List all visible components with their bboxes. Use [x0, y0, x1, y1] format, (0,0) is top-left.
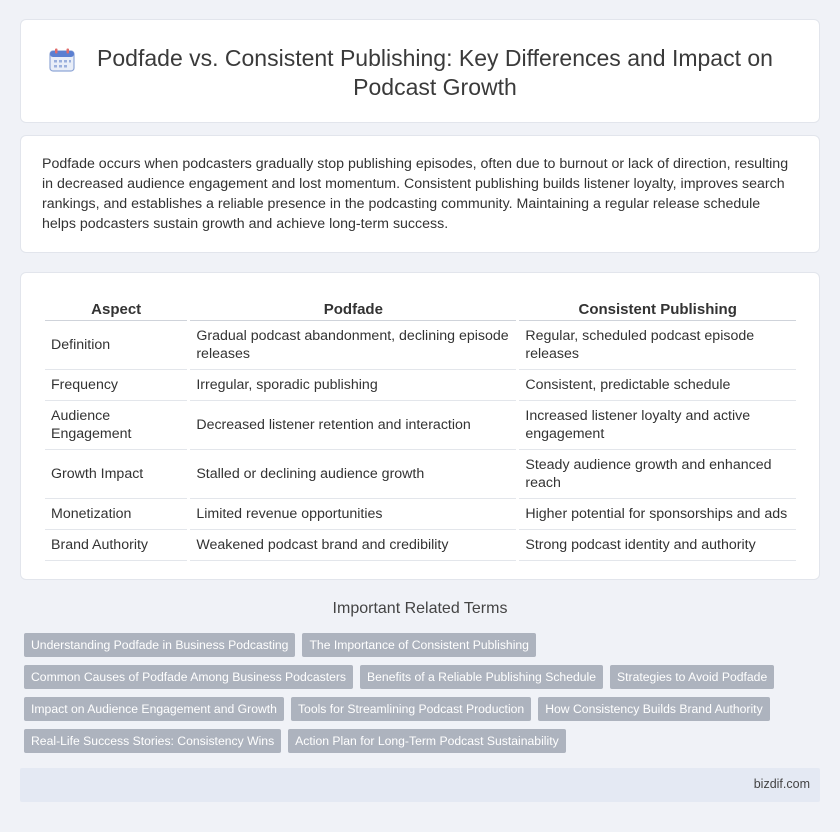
related-term-tag[interactable]: The Importance of Consistent Publishing — [302, 633, 536, 657]
table-row — [45, 401, 796, 450]
related-term-tag[interactable]: Action Plan for Long-Term Podcast Sustainability — [288, 729, 566, 753]
cell-aspect: Audience Engagement — [45, 401, 187, 450]
related-term-tag[interactable]: Tools for Streamlining Podcast Production — [291, 697, 531, 721]
footer — [20, 768, 820, 802]
cell-aspect: Definition — [45, 321, 187, 370]
related-term-tag[interactable]: Common Causes of Podfade Among Business Podcasters — [24, 665, 353, 689]
cell-aspect: Monetization — [45, 499, 187, 530]
cell-podfade: Limited revenue opportunities — [190, 499, 516, 530]
cell-consistent: Regular, scheduled podcast episode releases — [519, 321, 796, 370]
table-row — [45, 499, 796, 530]
header-podfade: Podfade — [190, 295, 516, 321]
cell-podfade: Gradual podcast abandonment, declining episode releases — [190, 321, 516, 370]
cell-aspect: Growth Impact — [45, 450, 187, 499]
header-aspect: Aspect — [45, 295, 187, 321]
related-term-tag[interactable]: Impact on Audience Engagement and Growth — [24, 697, 284, 721]
related-term-tag[interactable]: Strategies to Avoid Podfade — [610, 665, 774, 689]
cell-consistent: Steady audience growth and enhanced reach — [519, 450, 796, 499]
related-terms-list — [24, 633, 814, 753]
related-term-tag[interactable]: Understanding Podfade in Business Podcasting — [24, 633, 295, 657]
intro-card — [20, 135, 820, 253]
table-header-row — [45, 295, 796, 321]
header-consistent: Consistent Publishing — [519, 295, 796, 321]
cell-consistent: Higher potential for sponsorships and ads — [519, 499, 796, 530]
cell-aspect: Frequency — [45, 370, 187, 401]
cell-consistent: Consistent, predictable schedule — [519, 370, 796, 401]
cell-podfade: Stalled or declining audience growth — [190, 450, 516, 499]
comparison-table — [42, 295, 799, 561]
cell-consistent: Strong podcast identity and authority — [519, 530, 796, 561]
table-row — [45, 370, 796, 401]
cell-aspect: Brand Authority — [45, 530, 187, 561]
table-row — [45, 450, 796, 499]
page-title: Podfade vs. Consistent Publishing: Key Differences and Impact on Podcast Growth — [97, 45, 773, 100]
table-row — [45, 321, 796, 370]
cell-podfade: Irregular, sporadic publishing — [190, 370, 516, 401]
related-term-tag[interactable]: Real-Life Success Stories: Consistency Wins — [24, 729, 281, 753]
related-term-tag[interactable]: Benefits of a Reliable Publishing Schedule — [360, 665, 603, 689]
footer-site-link[interactable]: bizdif.com — [753, 777, 810, 791]
table-row — [45, 530, 796, 561]
related-term-tag[interactable]: How Consistency Builds Brand Authority — [538, 697, 769, 721]
title-card — [20, 19, 820, 123]
intro-paragraph: Podfade occurs when podcasters gradually stop publishing episodes, often due to burnout or lack of direction, resulting in decreased audience engagement and lost momentum. Consistent publishing builds listener loyalty, improves search rankings, and establishes a reliable presence in the podcasting community. Maintaining a regular release schedule helps podcasters sustain growth and achieve long-term success. — [42, 156, 789, 232]
cell-podfade: Decreased listener retention and interaction — [190, 401, 516, 450]
cell-podfade: Weakened podcast brand and credibility — [190, 530, 516, 561]
comparison-card — [20, 272, 820, 580]
related-terms-heading: Important Related Terms — [332, 600, 508, 617]
cell-consistent: Increased listener loyalty and active engagement — [519, 401, 796, 450]
